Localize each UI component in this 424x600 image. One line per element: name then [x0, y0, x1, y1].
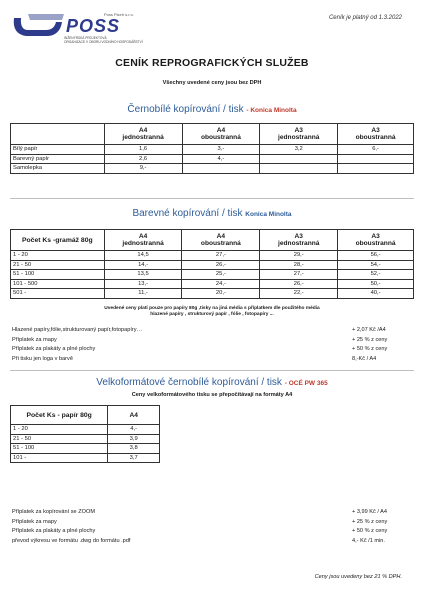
price-cell: 52,-	[338, 270, 414, 280]
price-cell: 3,8	[108, 444, 160, 454]
col-header: A4 oboustranná	[182, 230, 260, 251]
price-cell: 11,-	[104, 289, 182, 299]
table-row	[11, 251, 414, 261]
price-cell: 14,5	[104, 251, 182, 261]
quantity-header: Počet Ks -gramáž 80g	[11, 230, 105, 251]
row-label: 51 - 100	[11, 270, 105, 280]
paper-note-line1: Uvedené ceny platí pouze pro papíry 80g ,tisky na jiná média s příplatkem dle použitého média	[104, 306, 320, 311]
largeformat-surcharges	[12, 508, 402, 546]
section1-heading	[0, 104, 424, 115]
col-header: A4 jednostranná	[104, 124, 182, 145]
table-row	[11, 279, 414, 289]
surcharge-row: převod výkresu ve formátu .dwg do formátu .pdf 4,- Kč /1 min.	[12, 537, 385, 544]
price-cell: 4,-	[182, 154, 260, 164]
price-cell: 26,-	[182, 260, 260, 270]
price-cell	[338, 154, 414, 164]
col-header: A3 jednostranná	[260, 230, 338, 251]
col-header: A4	[108, 406, 160, 425]
price-cell	[260, 164, 338, 174]
section1-brand: - Konica Minolta	[246, 107, 297, 114]
price-cell: 4,-	[108, 425, 160, 435]
row-label: 1 - 20	[11, 425, 108, 435]
largeformat-note: Ceny velkoformátového tisku se přepočítávají na formáty A4	[131, 392, 293, 398]
section2-title: Barevné kopírování / tisk	[132, 208, 243, 219]
row-label: 51 - 100	[11, 444, 108, 454]
row-label: 101 -	[11, 453, 108, 463]
col-header: A3 oboustranná	[338, 230, 414, 251]
price-cell: 2,6	[104, 154, 182, 164]
surcharge-row: Při tisku jen loga v barvě 8,-Kč / A4	[12, 355, 377, 362]
vat-note: Všechny uvedené ceny jsou bez DPH	[162, 80, 262, 86]
surcharge-row: Příplatek za mapy + 25 % z ceny	[12, 518, 388, 525]
table-row	[11, 154, 414, 164]
price-cell: 3,2	[260, 145, 338, 155]
color-surcharges	[12, 326, 402, 364]
table-row	[11, 289, 414, 299]
price-cell: 1,6	[104, 145, 182, 155]
svg-text:INŽENÝRSKÁ PROJEKTOVÁ: INŽENÝRSKÁ PROJEKTOVÁ	[64, 36, 107, 40]
price-cell: 3,-	[182, 145, 260, 155]
row-label: Barevný papír	[11, 154, 105, 164]
bw-price-table	[10, 123, 414, 174]
validity-note: Ceník je platný od 1.3.2022	[328, 15, 402, 21]
price-cell: 29,-	[260, 251, 338, 261]
svg-text:Poss Plzeň s.r.o.: Poss Plzeň s.r.o.	[104, 12, 134, 17]
quantity-header: Počet Ks - papír 80g	[11, 406, 108, 425]
price-cell: 20,-	[182, 289, 260, 299]
row-label: Samolepka	[11, 164, 105, 174]
largeformat-price-table	[10, 405, 160, 463]
section-divider	[10, 198, 414, 199]
price-cell: 27,-	[260, 270, 338, 280]
section-divider	[10, 370, 414, 371]
page-title: CENÍK REPROGRAFICKÝCH SLUŽEB	[115, 57, 309, 69]
price-cell	[260, 154, 338, 164]
price-cell: 50,-	[338, 279, 414, 289]
col-header: A4 oboustranná	[182, 124, 260, 145]
row-label: 21 - 50	[11, 260, 105, 270]
paper-note-line2: hlazené papíry , strukturový papír , fólie , fotopapíry ...	[150, 312, 274, 317]
table-row	[11, 425, 160, 435]
price-cell	[182, 164, 260, 174]
row-label: Bílý papír	[11, 145, 105, 155]
col-header: A3 oboustranná	[338, 124, 414, 145]
table-row	[11, 164, 414, 174]
price-cell: 28,-	[260, 260, 338, 270]
poss-logo	[8, 8, 158, 48]
paper-note	[0, 306, 424, 318]
price-cell: 9,-	[104, 164, 182, 174]
price-cell: 13,5	[104, 270, 182, 280]
row-label: 1 - 20	[11, 251, 105, 261]
col-header: A3 jednostranná	[260, 124, 338, 145]
row-label: 101 - 500	[11, 279, 105, 289]
row-label: 501 -	[11, 289, 105, 299]
price-cell: 40,-	[338, 289, 414, 299]
footer-vat-note: Ceny jsou uvedeny bez 21 % DPH.	[314, 574, 402, 580]
surcharge-row: Příplatek za mapy + 25 % z ceny	[12, 336, 388, 343]
price-cell: 3,7	[108, 453, 160, 463]
table-row	[11, 453, 160, 463]
price-cell: 6,-	[338, 145, 414, 155]
price-cell: 13,-	[104, 279, 182, 289]
section3-heading	[0, 377, 424, 388]
price-cell: 54,-	[338, 260, 414, 270]
svg-text:ORGANIZACE V OBORU VODNÍHO HOS: ORGANIZACE V OBORU VODNÍHO HOSPODÁŘSTVÍ	[64, 40, 143, 44]
price-cell: 56,-	[338, 251, 414, 261]
surcharge-row: Příplatek za plakáty a plné plochy + 50 % z ceny	[12, 528, 388, 534]
table-row	[11, 270, 414, 280]
table-corner	[11, 124, 105, 145]
section3-brand: - OCÉ PW 365	[284, 380, 328, 387]
table-row	[11, 444, 160, 454]
price-cell: 22,-	[260, 289, 338, 299]
surcharge-row: Hlazené papíry,fólie,strukturovaný papír,fotopapíry… + 2,07 Kč /A4	[12, 327, 386, 333]
price-cell: 27,-	[182, 251, 260, 261]
price-cell: 14,-	[104, 260, 182, 270]
price-cell: 26,-	[260, 279, 338, 289]
surcharge-row: Příplatek za plakáty a plné plochy + 50 % z ceny	[12, 346, 388, 352]
surcharge-row: Příplatek za kopírování se ZOOM + 3,99 Kč / A4	[12, 509, 387, 515]
table-row	[11, 434, 160, 444]
table-row	[11, 145, 414, 155]
price-cell: 24,-	[182, 279, 260, 289]
price-cell	[338, 164, 414, 174]
svg-text:POSS: POSS	[66, 16, 121, 36]
color-price-table	[10, 229, 414, 299]
price-cell: 25,-	[182, 270, 260, 280]
section2-brand: Konica Minolta	[245, 211, 292, 218]
section3-title: Velkoformátové černobílé kopírování / tisk	[96, 377, 282, 388]
row-label: 21 - 50	[11, 434, 108, 444]
table-row	[11, 260, 414, 270]
section2-heading	[0, 208, 424, 219]
section1-title: Černobílé kopírování / tisk	[127, 104, 244, 115]
price-cell: 3,9	[108, 434, 160, 444]
col-header: A4 jednostranná	[104, 230, 182, 251]
